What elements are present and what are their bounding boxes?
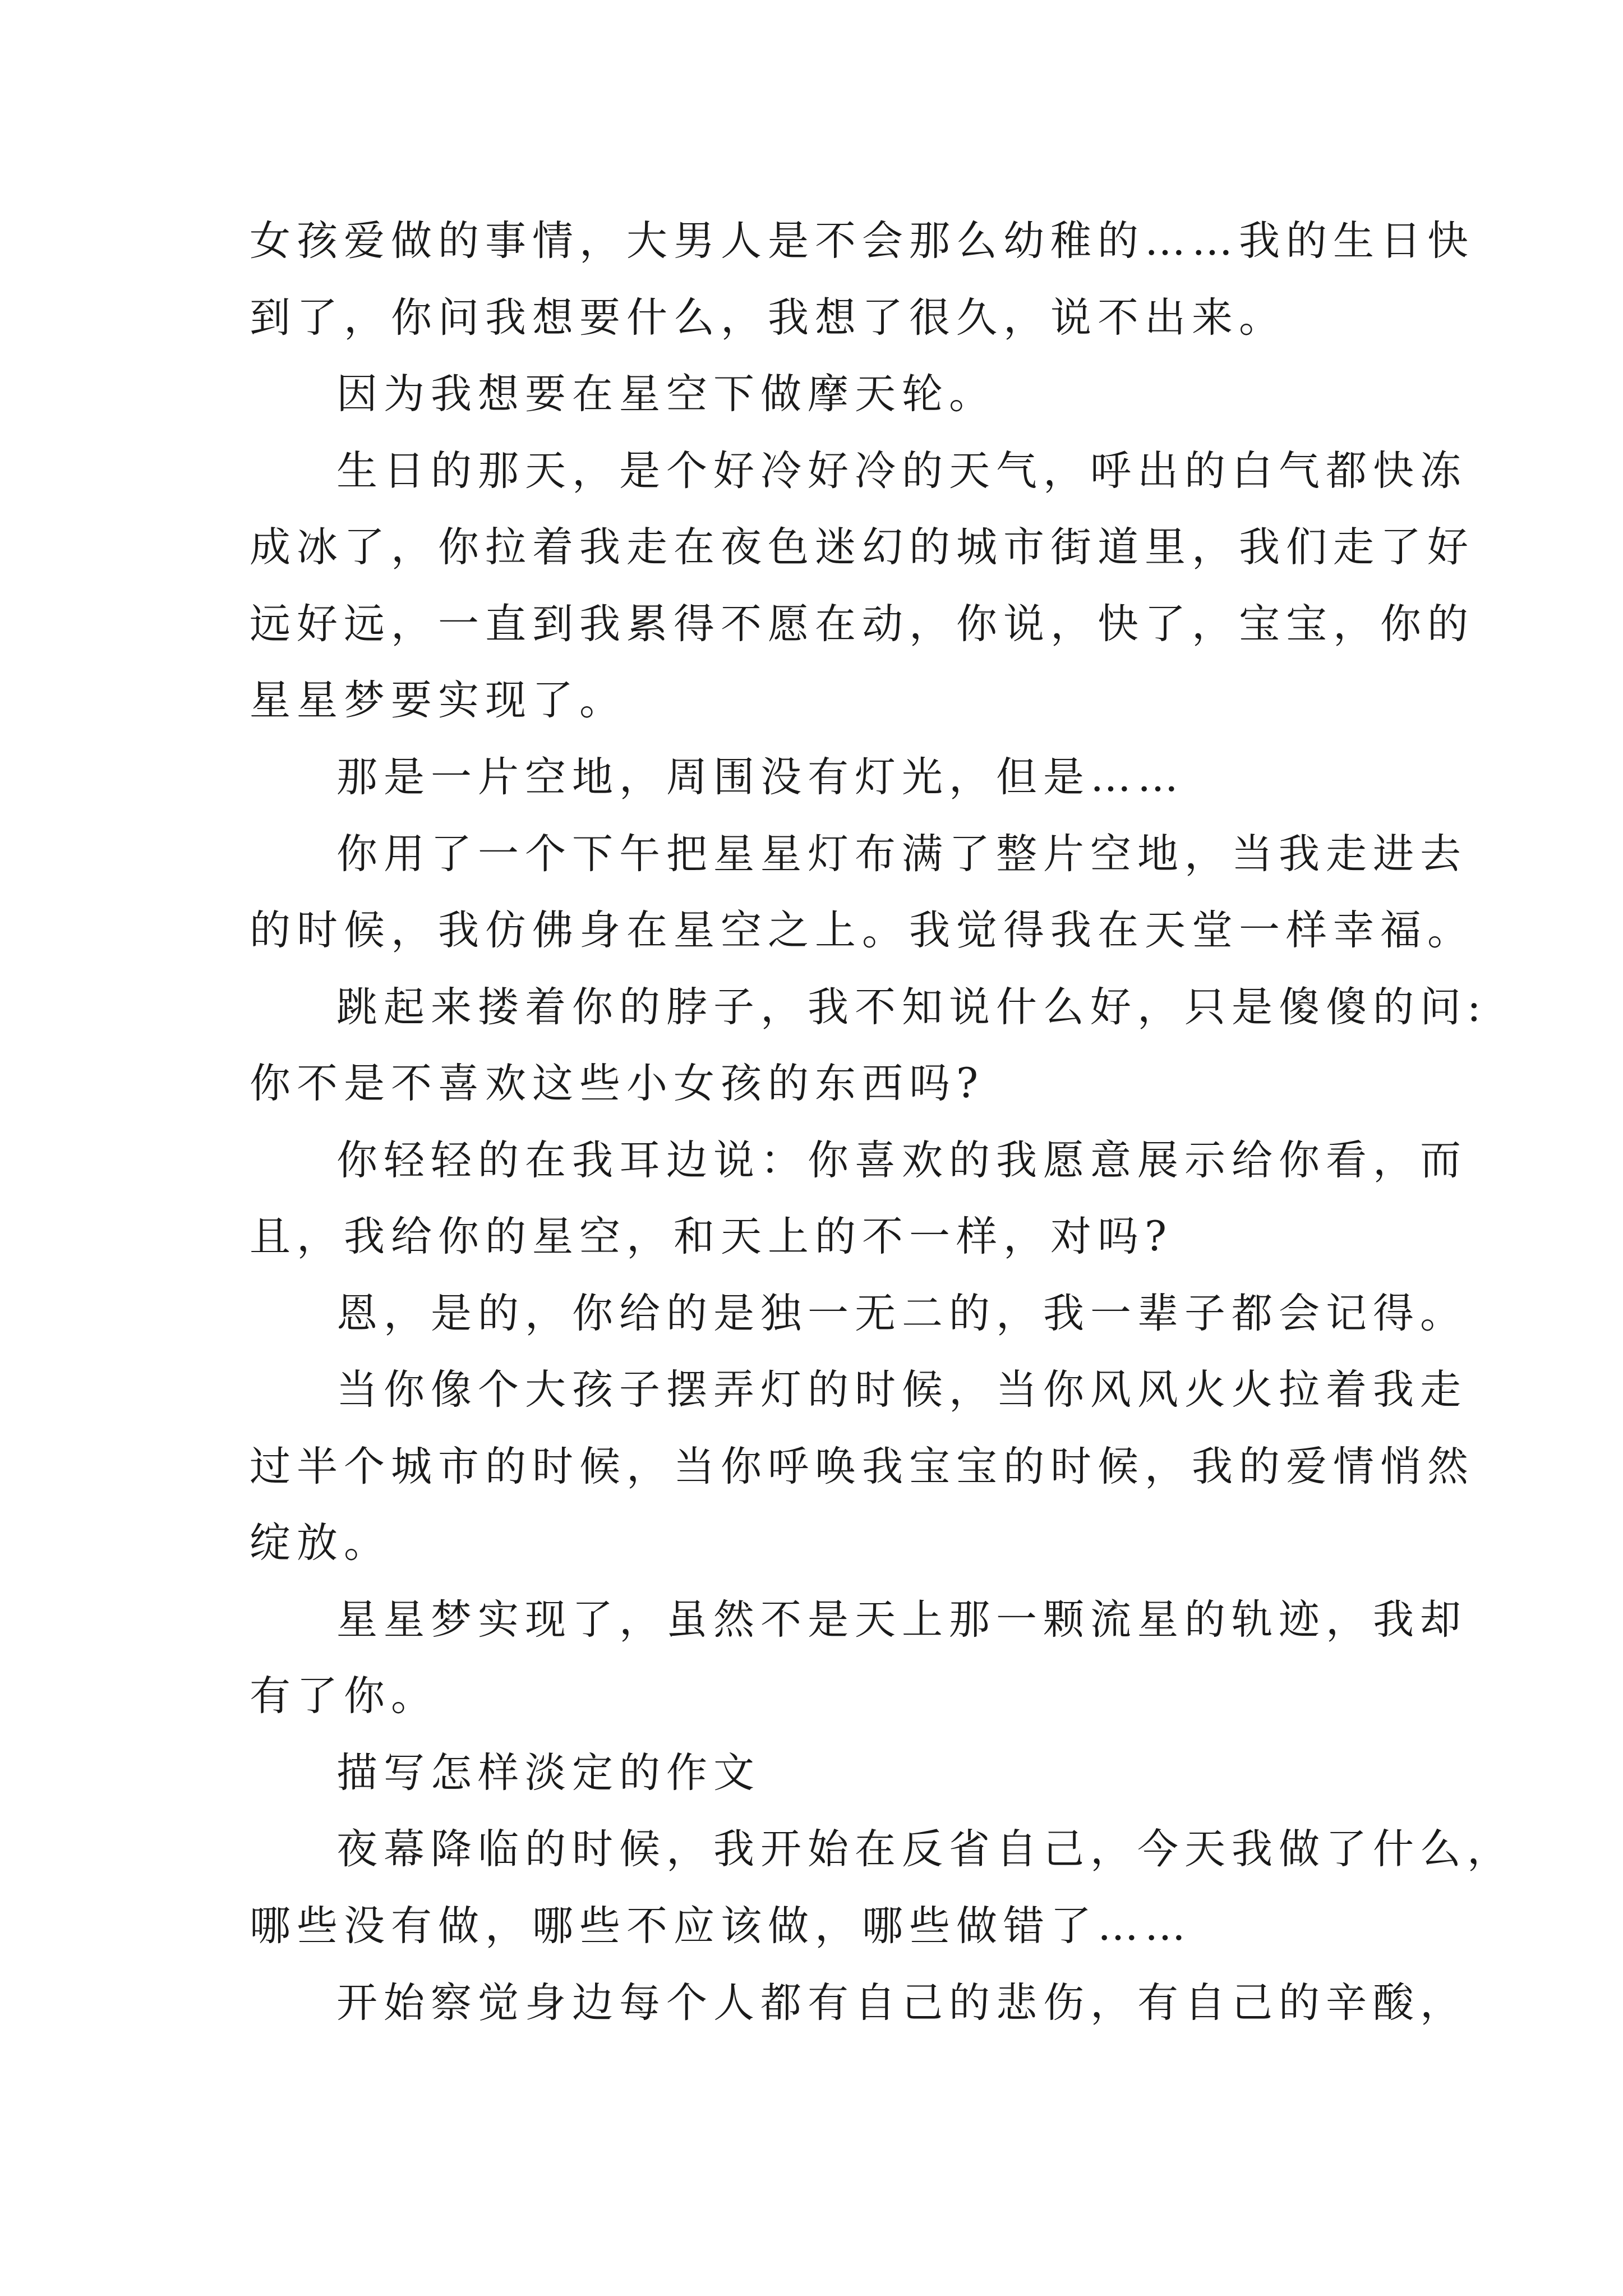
body-text-line: 你不是不喜欢这些小女孩的东西吗? [250, 1060, 985, 1107]
body-text-line: 且，我给你的星空，和天上的不一样，对吗? [250, 1213, 1173, 1260]
body-text-line: 你用了一个下午把星星灯布满了整片空地，当我走进去 [336, 830, 1467, 878]
body-text-line: 跳起来搂着你的脖子，我不知说什么好，只是傻傻的问: [336, 983, 1487, 1031]
body-text-line: 你轻轻的在我耳边说：你喜欢的我愿意展示给你看，而 [336, 1137, 1467, 1184]
body-text-line: 夜幕降临的时候，我开始在反省自己，今天我做了什么， [336, 1825, 1514, 1873]
body-text-line: 有了你。 [250, 1672, 438, 1720]
body-text-line: 开始察觉身边每个人都有自己的悲伤，有自己的辛酸， [336, 1979, 1467, 2027]
body-text-line: 绽放。 [250, 1519, 391, 1567]
body-text-line: 星星梦要实现了。 [250, 677, 626, 724]
body-text-line: 的时候，我仿佛身在星空之上。我觉得我在天堂一样幸福。 [250, 907, 1474, 954]
body-text-line: 哪些没有做，哪些不应该做，哪些做错了…… [250, 1902, 1192, 1950]
body-text-line: 当你像个大孩子摆弄灯的时候，当你风风火火拉着我走 [336, 1366, 1467, 1414]
body-text-line: 星星梦实现了，虽然不是天上那一颗流星的轨迹，我却 [336, 1596, 1467, 1644]
body-text-line: 过半个城市的时候，当你呼唤我宝宝的时候，我的爱情悄然 [250, 1443, 1474, 1490]
body-text-line: 因为我想要在星空下做摩天轮。 [336, 370, 996, 418]
body-text-line: 到了，你问我想要什么，我想了很久，说不出来。 [250, 294, 1286, 342]
body-text-line: 女孩爱做的事情，大男人是不会那么幼稚的……我的生日快 [250, 217, 1474, 265]
body-text-line: 成冰了，你拉着我走在夜色迷幻的城市街道里，我们走了好 [250, 523, 1474, 571]
body-text-line: 生日的那天，是个好冷好冷的天气，呼出的白气都快冻 [336, 447, 1467, 495]
body-text-line: 那是一片空地，周围没有灯光，但是…… [336, 753, 1184, 801]
section-heading: 描写怎样淡定的作文 [336, 1749, 760, 1797]
body-text-line: 远好远，一直到我累得不愿在动，你说，快了，宝宝，你的 [250, 600, 1474, 648]
body-text-line: 恩，是的，你给的是独一无二的，我一辈子都会记得。 [336, 1290, 1467, 1337]
